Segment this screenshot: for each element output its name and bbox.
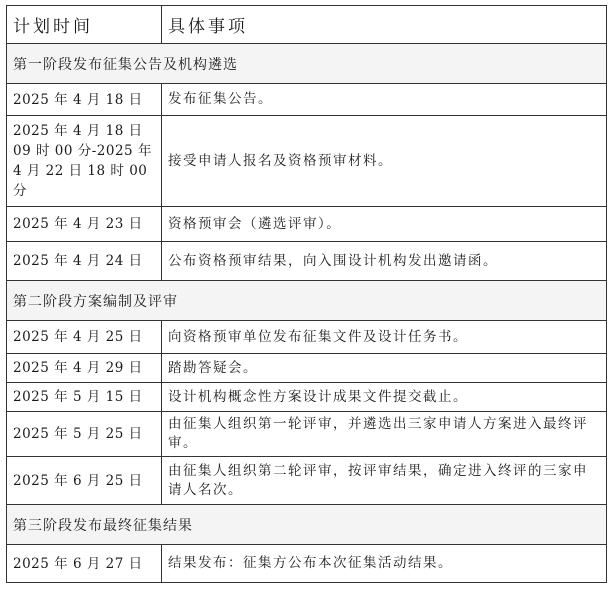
row-date: 2025 年 4 月 24 日 — [7, 242, 162, 281]
table-row — [7, 207, 607, 242]
row-task: 公布资格预审结果，向入围设计机构发出邀请函。 — [162, 242, 607, 281]
row-task: 发布征集公告。 — [162, 84, 607, 116]
row-date: 2025 年 6 月 25 日 — [7, 457, 162, 505]
schedule-table — [6, 5, 607, 583]
row-task: 资格预审会（遴选评审）。 — [162, 207, 607, 242]
table-row — [7, 354, 607, 383]
table-row — [7, 84, 607, 116]
phase-row — [7, 44, 607, 84]
row-task: 由征集人组织第二轮评审，按评审结果，确定进入终评的三家申请人名次。 — [162, 457, 607, 505]
header-time: 计划时间 — [7, 6, 162, 44]
row-task: 由征集人组织第一轮评审，并遴选出三家申请人方案进入最终评审。 — [162, 412, 607, 457]
row-date: 2025 年 4 月 25 日 — [7, 321, 162, 354]
row-task: 设计机构概念性方案设计成果文件提交截止。 — [162, 383, 607, 412]
row-date: 2025 年 6 月 27 日 — [7, 545, 162, 583]
row-task: 向资格预审单位发布征集文件及设计任务书。 — [162, 321, 607, 354]
row-date: 2025 年 4 月 23 日 — [7, 207, 162, 242]
row-task: 踏勘答疑会。 — [162, 354, 607, 383]
phase-title: 第二阶段方案编制及评审 — [7, 281, 607, 321]
header-task: 具体事项 — [162, 6, 607, 44]
phase-title: 第一阶段发布征集公告及机构遴选 — [7, 44, 607, 84]
phase-title: 第三阶段发布最终征集结果 — [7, 505, 607, 545]
table-header-row — [7, 6, 607, 44]
table-row — [7, 116, 607, 207]
table-row — [7, 321, 607, 354]
table-row — [7, 383, 607, 412]
phase-row — [7, 281, 607, 321]
table-row — [7, 242, 607, 281]
table-row — [7, 412, 607, 457]
row-date: 2025 年 4 月 29 日 — [7, 354, 162, 383]
row-date: 2025 年 5 月 15 日 — [7, 383, 162, 412]
table-row — [7, 545, 607, 583]
table-row — [7, 457, 607, 505]
phase-row — [7, 505, 607, 545]
row-task: 接受申请人报名及资格预审材料。 — [162, 116, 607, 207]
row-date: 2025 年 4 月 18 日 — [7, 84, 162, 116]
row-date: 2025 年 5 月 25 日 — [7, 412, 162, 457]
row-task: 结果发布：征集方公布本次征集活动结果。 — [162, 545, 607, 583]
row-date: 2025 年 4 月 18 日 09 时 00 分-2025 年 4 月 22 日 18 时 00 分 — [7, 116, 162, 207]
